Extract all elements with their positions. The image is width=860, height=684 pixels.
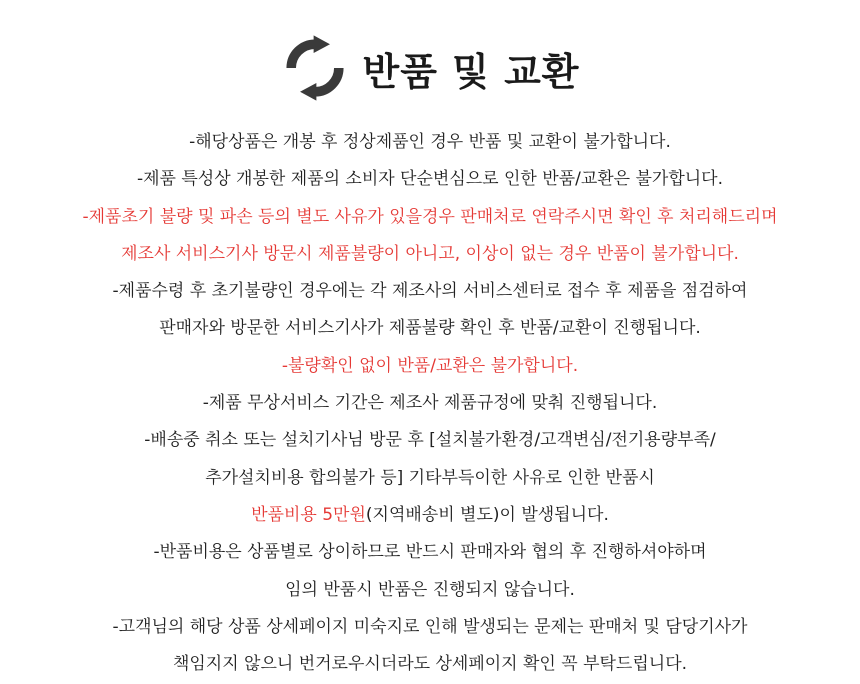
- page-header: [0, 28, 860, 108]
- notice-line-highlight: -불량확인 없이 반품/교환은 불가합니다.: [281, 355, 579, 376]
- notice-line: -제품수령 후 초기불량인 경우에는 각 제조사의 서비스센터로 접수 후 제품을 점검하여: [112, 281, 748, 302]
- notice-line: 추가설치비용 합의불가 등] 기타부득이한 사유로 인한 반품시: [205, 467, 655, 488]
- refresh-icon: [281, 34, 349, 102]
- notice-line: -고객님의 해당 상품 상세페이지 미숙지로 인해 발생되는 문제는 판매처 및 담당기사가: [112, 616, 748, 637]
- notice-line: -해당상품은 개봉 후 정상제품인 경우 반품 및 교환이 불가합니다.: [189, 132, 671, 152]
- notice-line: 임의 반품시 반품은 진행되지 않습니다.: [285, 579, 575, 600]
- notice-line-highlight: 제조사 서비스기사 방문시 제품불량이 아니고, 이상이 없는 경우 반품이 불가합니다.: [121, 243, 739, 264]
- return-fee-note: (지역배송비 별도)이 발생됩니다.: [365, 504, 609, 525]
- notice-line: 판매자와 방문한 서비스기사가 제품불량 확인 후 반품/교환이 진행됩니다.: [159, 318, 701, 339]
- notice-line: -제품 특성상 개봉한 제품의 소비자 단순변심으로 인한 반품/교환은 불가합니다.: [137, 169, 723, 190]
- notice-line-highlight: -제품초기 불량 및 파손 등의 별도 사유가 있을경우 판매처로 연락주시면 확인 후 처리해드리며: [82, 206, 778, 227]
- page-title: 반품 및 교환: [362, 49, 580, 94]
- notice-line: -반품비용은 상품별로 상이하므로 반드시 판매자와 협의 후 진행하셔야하며: [153, 542, 707, 563]
- notice-line: -배송중 취소 또는 설치기사님 방문 후 [설치불가환경/고객변심/전기용량부족/: [144, 430, 716, 451]
- notice-text: [0, 124, 860, 683]
- notice-line: [0, 497, 860, 534]
- notice-line: 책임지지 않으니 번거로우시더라도 상세페이지 확인 꼭 부탁드립니다.: [172, 654, 688, 675]
- return-fee-highlight: 반품비용 5만원: [251, 504, 366, 525]
- notice-line: -제품 무상서비스 기간은 제조사 제품규정에 맞춰 진행됩니다.: [202, 393, 658, 414]
